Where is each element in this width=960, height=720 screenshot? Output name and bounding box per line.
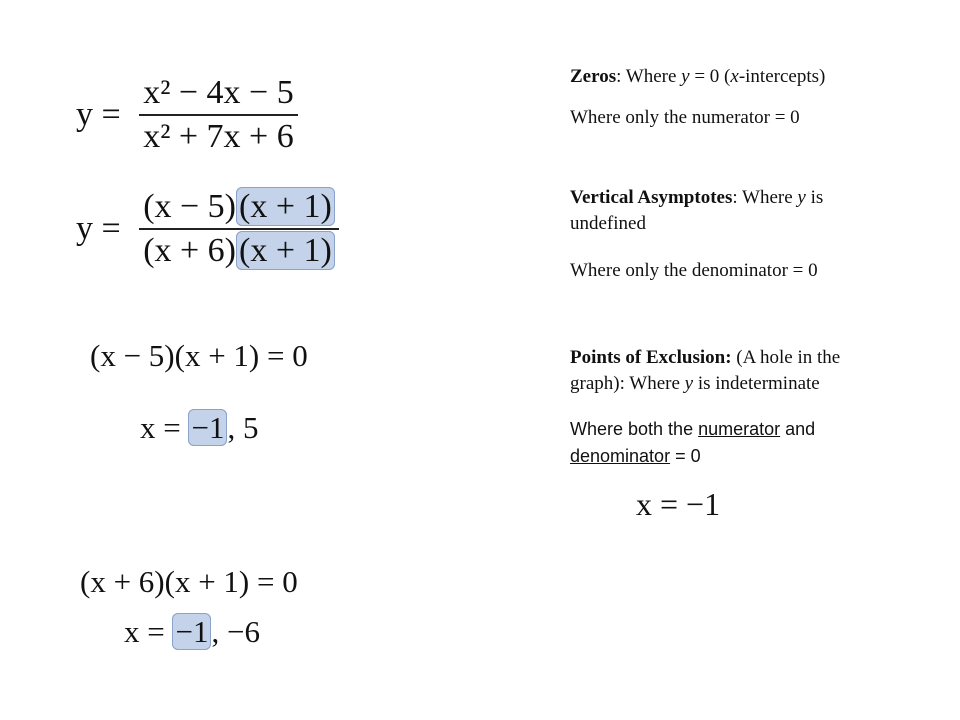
eq2-num-factor-a: (x − 5) (143, 188, 237, 225)
vertical-asymptotes-rule: Where only the denominator = 0 (570, 260, 818, 281)
eq2-numerator (139, 188, 339, 226)
var-y: y (684, 373, 694, 394)
text: is undefined (570, 187, 824, 234)
denominator-equation: (x + 6)(x + 1) = 0 (80, 564, 298, 599)
vertical-asymptotes-definition (570, 185, 900, 237)
eq1-lhs: y = (76, 96, 121, 134)
numerator-solutions (140, 410, 258, 446)
var-y: y (681, 66, 690, 87)
solution-rest: , −6 (211, 614, 260, 649)
original-function (76, 74, 298, 156)
solution-prefix: x = (140, 410, 189, 445)
exclusion-rule (570, 416, 860, 470)
zeros-title: Zeros (570, 66, 617, 87)
eq1-denominator: x² + 7x + 6 (143, 118, 294, 156)
numerator-equation: (x − 5)(x + 1) = 0 (90, 338, 308, 373)
text: = 0 ( (689, 66, 731, 87)
eq2-denominator (139, 232, 339, 270)
fraction-bar (139, 114, 298, 116)
underlined-denominator: denominator (570, 446, 671, 466)
text: -intercepts) (738, 66, 826, 87)
factored-function (76, 188, 339, 270)
common-root-highlight: −1 (172, 613, 211, 650)
exclusion-definition (570, 345, 890, 397)
solution-prefix: x = (124, 614, 173, 649)
eq1-fraction (139, 74, 298, 156)
text: : Where (616, 66, 682, 87)
eq1-numerator: x² − 4x − 5 (143, 74, 294, 111)
hole-location: x = −1 (636, 486, 721, 522)
text: = 0 (670, 446, 701, 466)
eq2-den-common-factor: (x + 1) (236, 231, 335, 270)
var-x: x (730, 66, 739, 87)
fraction-bar (139, 228, 339, 230)
text: Where both the (570, 419, 699, 439)
eq2-den-factor-a: (x + 6) (143, 232, 237, 270)
var-y: y (797, 187, 806, 208)
text: : Where (732, 187, 798, 208)
text: is indeterminate (693, 373, 820, 394)
text: (A hole in the graph): Where (570, 347, 841, 394)
vertical-asymptotes-title: Vertical Asymptotes (570, 187, 733, 208)
eq2-num-common-factor: (x + 1) (236, 187, 335, 226)
text: and (780, 419, 816, 439)
eq2-lhs: y = (76, 210, 121, 248)
zeros-rule: Where only the numerator = 0 (570, 107, 800, 128)
solution-rest: , 5 (227, 410, 259, 445)
exclusion-title: Points of Exclusion: (570, 347, 732, 368)
denominator-solutions (124, 614, 260, 650)
eq2-fraction (139, 188, 339, 270)
underlined-numerator: numerator (698, 419, 781, 439)
zeros-definition (570, 64, 825, 90)
common-root-highlight: −1 (188, 409, 227, 446)
